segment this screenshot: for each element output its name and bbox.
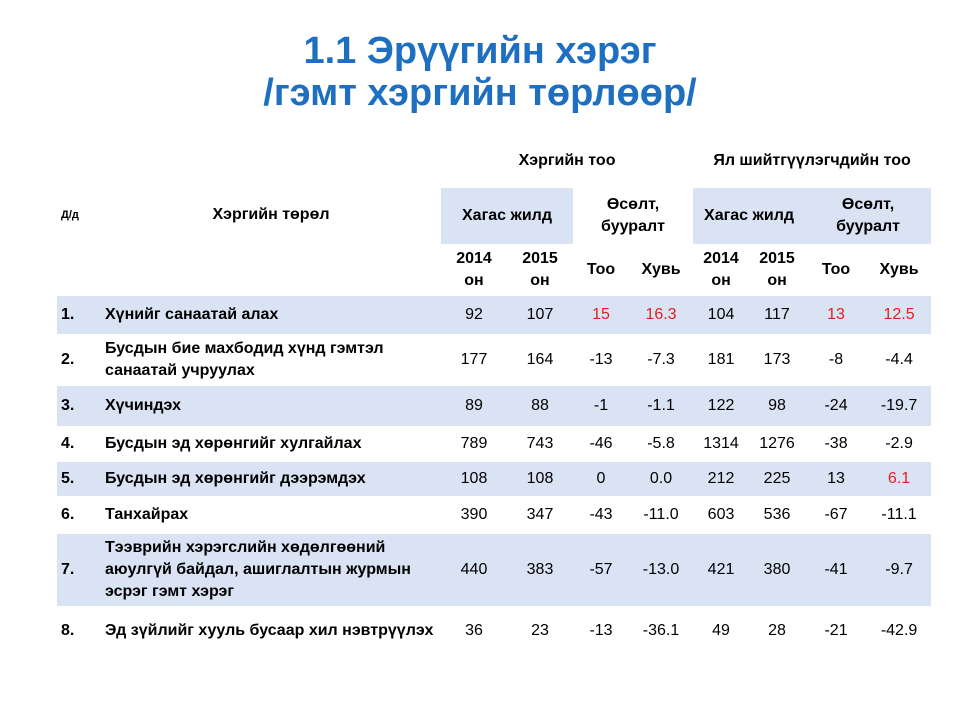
cell-cases-2015: 88	[507, 386, 573, 426]
cell-cases-diff: -43	[589, 506, 613, 523]
cell-convicted-2014: 603	[707, 506, 735, 523]
table-row	[57, 534, 931, 606]
table-row	[57, 426, 931, 462]
table-row	[57, 462, 931, 496]
row-crime-type: Хүнийг санаатай алах	[101, 296, 441, 334]
row-index: 5.	[57, 462, 101, 496]
cell-cases-2014: 108	[441, 462, 507, 496]
cell-cases-pct: -5.8	[647, 435, 675, 452]
header-cases-half-year: Хагас жилд	[441, 188, 573, 244]
header-dd: Д/д	[61, 209, 79, 221]
cell-cases-2014: 177	[460, 351, 488, 368]
cell-convicted-2015: 536	[763, 506, 791, 523]
title-line-2: /гэмт хэргийн төрлөөр/	[263, 72, 697, 114]
cell-cases-2014: 92	[441, 296, 507, 334]
slide-title	[0, 30, 960, 114]
cell-cases-2015: 107	[507, 296, 573, 334]
cell-cases-2015: 743	[526, 435, 554, 452]
cell-cases-2014: 36	[465, 622, 483, 639]
cell-convicted-pct: -19.7	[867, 386, 931, 426]
cell-convicted-diff: 13	[805, 462, 867, 496]
cell-cases-2014: 440	[441, 534, 507, 606]
cell-convicted-2014: 122	[693, 386, 749, 426]
cell-cases-2015: 164	[526, 351, 554, 368]
cell-convicted-2015: 380	[749, 534, 805, 606]
row-crime-type: Хүчиндэх	[101, 386, 441, 426]
cell-convicted-pct: -2.9	[885, 435, 913, 452]
cell-convicted-2015: 117	[749, 296, 805, 334]
header-convicted-half-year: Хагас жилд	[693, 188, 805, 244]
cell-cases-diff: 15	[573, 296, 629, 334]
row-index: 2.	[61, 351, 75, 368]
cell-convicted-pct: -11.1	[881, 506, 917, 523]
table-row	[57, 606, 931, 656]
row-crime-type: Тээврийн хэрэгслийн хөдөлгөөний аюулгүй байдал, ашиглалтын журмын эсрэг гэмт хэрэг	[101, 534, 441, 606]
row-index: 4.	[61, 435, 75, 452]
cell-cases-2015: 108	[507, 462, 573, 496]
header-cases-2015: 2015 он	[522, 250, 558, 289]
table-row	[57, 296, 931, 334]
cell-cases-pct: -13.0	[629, 534, 693, 606]
cell-convicted-diff: -38	[824, 435, 848, 452]
row-crime-type: Танхайрах	[105, 506, 189, 523]
cell-cases-pct: -1.1	[629, 386, 693, 426]
cell-convicted-pct: 6.1	[867, 462, 931, 496]
header-convicted-2014: 2014 он	[703, 250, 739, 289]
cell-cases-diff: 0	[573, 462, 629, 496]
row-index: 1.	[57, 296, 101, 334]
cell-convicted-diff: 13	[805, 296, 867, 334]
header-case-count: Хэргийн тоо	[518, 152, 616, 169]
cell-cases-2014: 789	[460, 435, 488, 452]
header-cases-growth: Өсөлт, бууралт	[601, 196, 665, 235]
row-crime-type: Бусдын эд хөрөнгийг дээрэмдэх	[101, 462, 441, 496]
cell-convicted-2015: 225	[749, 462, 805, 496]
cell-cases-2015: 383	[507, 534, 573, 606]
cell-cases-diff: -57	[573, 534, 629, 606]
cell-cases-2015: 347	[526, 506, 554, 523]
row-crime-type: Бусдын бие махбодид хүнд гэмтэл санаатай учруулах	[105, 340, 384, 379]
header-convicted-2015: 2015 он	[759, 250, 795, 289]
cell-convicted-diff: -41	[805, 534, 867, 606]
cell-convicted-diff: -21	[824, 622, 848, 639]
header-cases-2014: 2014 он	[456, 250, 492, 289]
cell-convicted-2014: 181	[707, 351, 735, 368]
cell-cases-2014: 390	[460, 506, 488, 523]
cell-cases-pct: -11.0	[643, 506, 679, 523]
cell-cases-2014: 89	[441, 386, 507, 426]
header-crime-type: Хэргийн төрөл	[212, 206, 330, 223]
cell-cases-diff: -13	[589, 622, 613, 639]
row-index: 6.	[61, 506, 75, 523]
header-cases-count: Тоо	[586, 261, 616, 278]
header-cases-percent: Хувь	[641, 261, 681, 278]
row-crime-type: Эд зүйлийг хууль бусаар хил нэвтрүүлэх	[105, 622, 434, 639]
cell-cases-pct: -7.3	[647, 351, 675, 368]
row-index: 7.	[57, 534, 101, 606]
cell-convicted-2015: 28	[768, 622, 786, 639]
row-index: 8.	[61, 622, 75, 639]
cell-convicted-2014: 104	[693, 296, 749, 334]
cell-convicted-2015: 173	[763, 351, 791, 368]
cell-cases-diff: -13	[589, 351, 613, 368]
cell-cases-pct: 16.3	[629, 296, 693, 334]
table-row	[57, 496, 931, 534]
row-index: 3.	[57, 386, 101, 426]
cell-convicted-2014: 1314	[703, 435, 739, 452]
cell-convicted-pct: 12.5	[867, 296, 931, 334]
cell-convicted-diff: -67	[824, 506, 848, 523]
cell-cases-diff: -1	[573, 386, 629, 426]
crime-table	[57, 134, 931, 656]
cell-convicted-2014: 49	[712, 622, 730, 639]
cell-convicted-pct: -4.4	[885, 351, 913, 368]
cell-convicted-2014: 212	[693, 462, 749, 496]
row-crime-type: Бусдын эд хөрөнгийг хулгайлах	[105, 435, 362, 452]
cell-cases-pct: -36.1	[642, 622, 680, 639]
cell-cases-2015: 23	[531, 622, 549, 639]
cell-convicted-2015: 1276	[759, 435, 795, 452]
header-convicted-percent: Хувь	[879, 261, 919, 278]
cell-cases-diff: -46	[589, 435, 613, 452]
title-line-1: 1.1 Эрүүгийн хэрэг	[303, 30, 657, 72]
header-convicted-growth: Өсөлт, бууралт	[805, 188, 931, 244]
cell-cases-pct: 0.0	[629, 462, 693, 496]
cell-convicted-2015: 98	[749, 386, 805, 426]
header-convicted-count: Ял шийтгүүлэгчдийн тоо	[713, 152, 911, 169]
cell-convicted-pct: -42.9	[880, 622, 918, 639]
cell-convicted-pct: -9.7	[867, 534, 931, 606]
table-row	[57, 334, 931, 386]
cell-convicted-2014: 421	[693, 534, 749, 606]
table-row	[57, 386, 931, 426]
cell-convicted-diff: -24	[805, 386, 867, 426]
header-convicted-count: Тоо	[821, 261, 851, 278]
cell-convicted-diff: -8	[828, 351, 844, 368]
